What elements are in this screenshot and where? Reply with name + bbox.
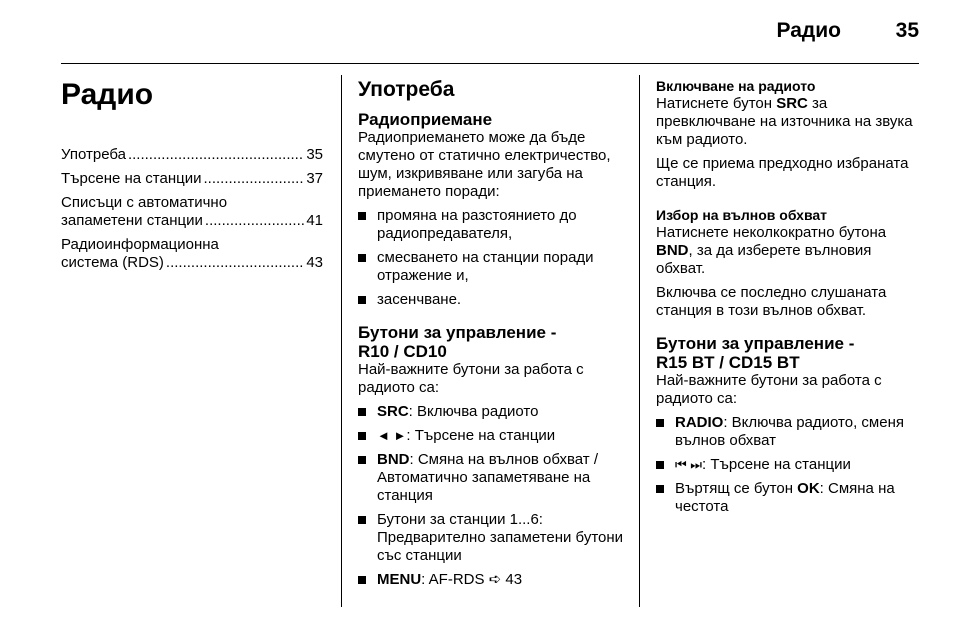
cross-reference-page: 43 — [501, 571, 523, 588]
toc-entry[interactable] — [61, 194, 323, 230]
switch-on-heading: Включване на радиото — [656, 78, 816, 94]
toc-leader — [128, 146, 304, 164]
key-bnd: BND — [656, 242, 689, 259]
list-item: Въртящ се бутон OK: Смяна на честота — [656, 480, 920, 516]
controls-intro: Най-важните бутони за работа с радиото са: — [656, 372, 882, 407]
list-item: смесването на станции поради отражение и, — [358, 249, 624, 285]
page-number: 35 — [895, 19, 919, 42]
toc-leader — [166, 254, 304, 272]
list-item: ⏮ ⏭: Търсене на станции — [656, 456, 920, 474]
list-item: засенчване. — [358, 291, 624, 309]
bullet-icon — [358, 254, 366, 262]
running-title: Радио — [776, 19, 841, 42]
bullet-icon — [358, 432, 366, 440]
column-divider — [341, 75, 342, 607]
bullet-icon — [358, 576, 366, 584]
cross-reference-arrow-icon: ➪ — [488, 571, 502, 588]
column-divider — [639, 75, 640, 607]
controls-intro: Най-важните бутони за работа с радиото са: — [358, 361, 584, 396]
list-item: RADIO: Включва радиото, сменя вълнов обхват — [656, 414, 920, 450]
toc-entry-text: Търсене на станции — [61, 170, 202, 187]
band-note: Включва се последно слушаната станция в този вълнов обхват. — [656, 284, 887, 319]
toc-leader — [205, 212, 304, 230]
switch-on-note: Ще се приема предходно избраната станция. — [656, 155, 909, 190]
chapter-title: Радио — [61, 78, 154, 111]
key-src: SRC — [776, 95, 808, 112]
band-heading: Избор на вълнов обхват — [656, 207, 828, 223]
usage-column — [358, 78, 624, 595]
right-column — [656, 78, 920, 522]
reception-causes — [358, 207, 624, 309]
bullet-icon — [656, 485, 664, 493]
toc-entry-text: система (RDS) — [61, 254, 164, 271]
key-bnd: BND — [377, 451, 410, 468]
toc-entry-text: Радиоинформационна — [61, 236, 219, 253]
toc-page-number: 41 — [306, 212, 323, 229]
controls-heading: Бутони за управление - R10 / CD10 — [358, 323, 557, 361]
bullet-icon — [358, 456, 366, 464]
controls-list — [358, 403, 624, 589]
list-item: Бутони за станции 1...6: Предварително запаметени бутони със станции — [358, 511, 624, 565]
bullet-icon — [656, 419, 664, 427]
reception-heading: Радиоприемане — [358, 110, 493, 129]
list-item: MENU: AF-RDS ➪ 43 — [358, 571, 624, 589]
bullet-icon — [656, 461, 664, 469]
bullet-icon — [358, 296, 366, 304]
switch-on-text: Натиснете бутон SRC за превключване на източника на звука към радиото. — [656, 95, 913, 148]
toc-entry-text: Употреба — [61, 146, 126, 163]
reception-text: Радиоприемането може да бъде смутено от статично електричество, шум, изкривяване или загуба на приемането поради: — [358, 129, 611, 200]
seek-skip-icon: ⏮ ⏭ — [675, 457, 703, 472]
key-radio: RADIO — [675, 414, 724, 431]
toc-page-number: 37 — [306, 170, 323, 187]
section-title: Употреба — [358, 78, 455, 101]
bullet-icon — [358, 516, 366, 524]
table-of-contents — [61, 146, 323, 272]
toc-entry-text: запаметени станции — [61, 212, 203, 229]
list-item: SRC: Включва радиото — [358, 403, 624, 421]
page-header — [61, 17, 919, 64]
toc-entry[interactable] — [61, 170, 323, 188]
bullet-icon — [358, 408, 366, 416]
controls-list — [656, 414, 920, 516]
band-text: Натиснете неколкократно бутона BND, за да изберете вълновия обхват. — [656, 224, 887, 277]
seek-arrows-icon: ◄ ► — [377, 428, 407, 443]
toc-entry[interactable] — [61, 146, 323, 164]
list-item: BND: Смяна на вълнов обхват / Автоматично запаметяване на станция — [358, 451, 624, 505]
list-item: промяна на разстоянието до радиопредавателя, — [358, 207, 624, 243]
toc-leader — [204, 170, 305, 188]
key-menu: MENU — [377, 571, 422, 588]
key-ok: OK — [797, 480, 820, 497]
controls-heading: Бутони за управление - R15 BT / CD15 BT — [656, 334, 855, 372]
bullet-icon — [358, 212, 366, 220]
toc-page-number: 35 — [306, 146, 323, 163]
list-item: ◄ ►: Търсене на станции — [358, 427, 624, 445]
chapter-contents — [61, 78, 323, 278]
toc-entry-text: Списъци с автоматично — [61, 194, 228, 211]
key-src: SRC — [377, 403, 409, 420]
toc-entry[interactable] — [61, 236, 323, 272]
toc-page-number: 43 — [306, 254, 323, 271]
